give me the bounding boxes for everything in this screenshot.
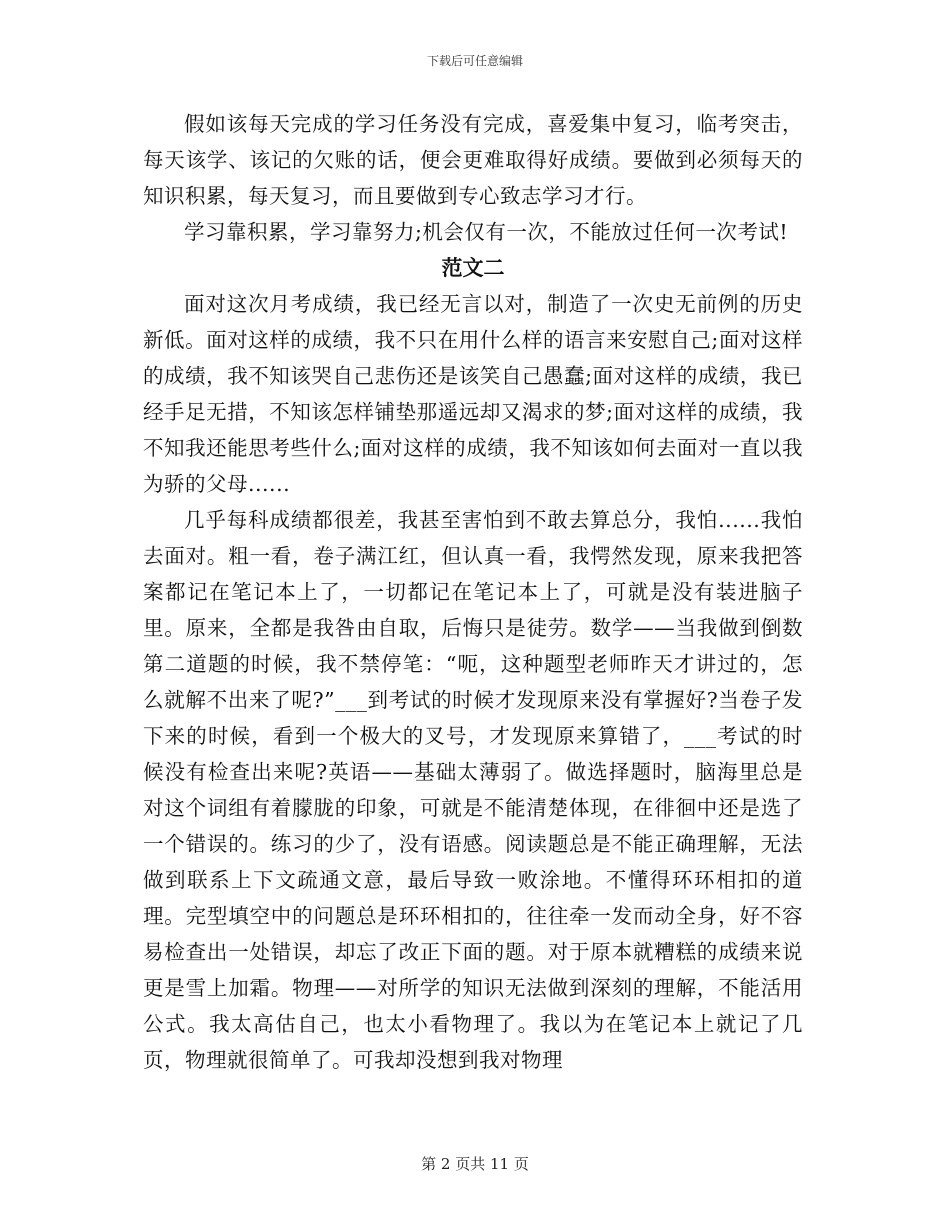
section-title: 范文二 bbox=[441, 255, 505, 280]
paragraph-3: 面对这次月考成绩，我已经无言以对，制造了一次史无前例的历史新低。面对这样的成绩，我不只在用什么样的语言来安慰自己;面对这样的成绩，我不知该哭自己悲伤还是该笑自己愚蠢;面对这样的成绩，我已经手足无措，不知该怎样铺垫那遥远却又渴求的梦;面对这样的成绩，我不知我还能思考些什么;面对这样的成绩，我不知该如何去面对一直以我为骄的父母...... bbox=[143, 292, 803, 496]
document-body bbox=[143, 106, 803, 1078]
paragraph-4: 几乎每科成绩都很差，我甚至害怕到不敢去算总分，我怕......我怕去面对。粗一看，卷子满江红，但认真一看，我愕然发现，原来我把答案都记在笔记本上了，一切都记在笔记本上了，可就是没有装进脑子里。原来，全都是我咎由自取，后悔只是徒劳。数学——当我做到倒数第二道题的时候，我不禁停笔：“呃，这种题型老师昨天才讲过的，怎么就解不出来了呢?”___到考试的时候才发现原来没有掌握好?当卷子发下来的时候，看到一个极大的叉号，才发现原来算错了，___考试的时候没有检查出来呢?英语——基础太薄弱了。做选择题时，脑海里总是对这个词组有着朦胧的印象，可就是不能清楚体现，在徘徊中还是选了一个错误的。练习的少了，没有语感。阅读题总是不能正确理解，无法做到联系上下文疏通文意，最后导致一败涂地。不懂得环环相扣的道理。完型填空中的问题总是环环相扣的，往往牵一发而动全身，好不容易检查出一处错误，却忘了改正下面的题。对于原本就糟糕的成绩来说更是雪上加霜。物理——对所学的知识无法做到深刻的理解，不能活用公式。我太高估自己，也太小看物理了。我以为在笔记本上就记了几页，物理就很简单了。可我却没想到我对物理 bbox=[143, 508, 803, 1072]
paragraph-2: 学习靠积累，学习靠努力;机会仅有一次，不能放过任何一次考试! bbox=[184, 220, 789, 244]
page-header: 下载后可任意编辑 bbox=[426, 54, 523, 68]
paragraph-1: 假如该每天完成的学习任务没有完成，喜爱集中复习，临考突击，每天该学、该记的欠账的话，便会更难取得好成绩。要做到必须每天的知识积累，每天复习，而且要做到专心致志学习才行。 bbox=[143, 112, 803, 208]
page-footer: 第 2 页共 11 页 bbox=[421, 1155, 529, 1173]
